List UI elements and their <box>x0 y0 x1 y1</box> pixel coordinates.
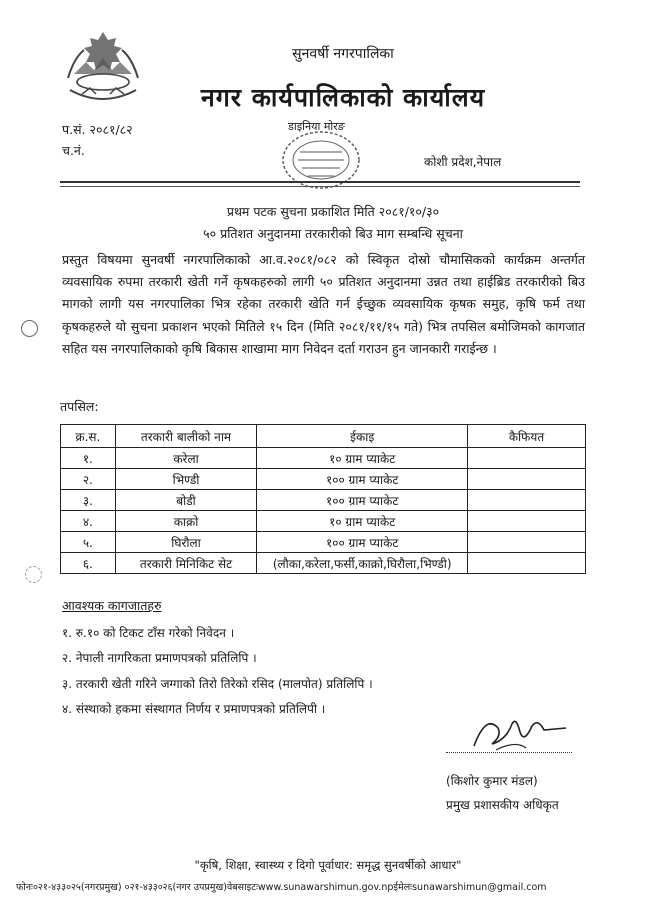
cell-unit: (लौका,करेला,फर्सी,काक्रो,घिरौला,भिण्डी) <box>257 553 468 574</box>
table-row <box>61 490 586 511</box>
table-row <box>61 553 586 574</box>
cell-crop: भिण्डी <box>115 469 257 490</box>
cell-sn: २. <box>61 469 116 490</box>
cell-sn: ६. <box>61 553 116 574</box>
cell-sn: ४. <box>61 511 116 532</box>
footer-slogan: "कृषि, शिक्षा, स्वास्थ्य र दिगो पूर्वाधार: समृद्ध सुनवर्षीको आधार" <box>194 858 462 872</box>
header-divider-thin <box>60 186 580 187</box>
seed-items-table <box>60 424 586 574</box>
table-header-row <box>61 425 586 448</box>
col-header-sn: क्र.स. <box>61 425 116 448</box>
required-document-item: १. रु.१० को टिकट टाँस गरेको निवेदन । <box>62 626 235 640</box>
publish-date-line: प्रथम पटक सुचना प्रकाशित मिति २०८१/१०/३० <box>226 204 440 219</box>
table-row <box>61 469 586 490</box>
cell-crop: घिरौला <box>115 532 257 553</box>
required-document-item: ४. संस्थाको हकमा संस्थागत निर्णय र प्रमाणपत्रको प्रतिलिपी । <box>62 702 326 716</box>
handwritten-signature <box>466 710 576 754</box>
cell-unit: १० ग्राम प्याकेट <box>257 511 468 532</box>
table-row <box>61 448 586 469</box>
cell-remark <box>468 490 586 511</box>
dispatch-number: च.नं. <box>62 143 85 158</box>
header-divider <box>60 181 580 183</box>
details-label: तपसिल: <box>60 399 99 414</box>
required-document-item: ३. तरकारी खेती गरिने जग्गाको तिरो तिरेको रसिद (मालपोत) प्रतिलिपि । <box>62 677 373 691</box>
cell-unit: १०० ग्राम प्याकेट <box>257 490 468 511</box>
cell-remark <box>468 532 586 553</box>
cell-remark <box>468 469 586 490</box>
cell-crop: काक्रो <box>115 511 257 532</box>
province-address: कोशी प्रदेश,नेपाल <box>424 155 502 169</box>
punch-hole <box>21 320 38 337</box>
notice-subject: ५० प्रतिशत अनुदानमा तरकारीको बिउ माग सम्बन्धि सूचना <box>203 226 463 241</box>
cell-unit: १०० ग्राम प्याकेट <box>257 532 468 553</box>
cell-crop: तरकारी मिनिकिट सेट <box>115 553 257 574</box>
signature-line <box>446 752 572 753</box>
cell-sn: ५. <box>61 532 116 553</box>
cell-crop: करेला <box>115 448 257 469</box>
required-documents-title: आवश्यक कागजातहरु <box>62 598 162 613</box>
signatory-name: (किशोर कुमार मंडल) <box>446 774 538 788</box>
table-row <box>61 511 586 532</box>
required-document-item: २. नेपाली नागरिकता प्रमाणपत्रको प्रतिलिपि । <box>62 651 257 665</box>
cell-crop: बोडी <box>115 490 257 511</box>
cell-unit: १० ग्राम प्याकेट <box>257 448 468 469</box>
municipality-name: सुनवर्षी नगरपालिका <box>292 46 394 62</box>
cell-sn: १. <box>61 448 116 469</box>
table-row <box>61 532 586 553</box>
col-header-unit: ईकाइ <box>257 425 468 448</box>
cell-unit: १०० ग्राम प्याकेट <box>257 469 468 490</box>
col-header-crop: तरकारी बालीको नाम <box>115 425 257 448</box>
footer-contact: फोनः०२१-४३३०२५(नगरप्रमुख) ०२१-४३३०२६(नगर उपप्रमुख)वेबसाइटःwww.sunawarshimun.gov.npईमेलःsunawarshimun@gmail.com <box>16 882 547 893</box>
district-address: डाइनिया मोरङ <box>288 120 345 133</box>
col-header-remarks: कैफियत <box>468 425 586 448</box>
cell-remark <box>468 553 586 574</box>
cell-sn: ३. <box>61 490 116 511</box>
office-name: नगर कार्यपालिकाको कार्यालय <box>200 83 486 112</box>
cell-remark <box>468 511 586 532</box>
punch-hole <box>25 566 42 583</box>
notice-body: प्रस्तुत विषयमा सुनवर्षी नगरपालिकाको आ.व.२०८१/०८२ को स्विकृत दोस्रो चौमासिकको कार्यक्रम अन्तर्गत व्यवसायिक रुपमा तरकारी खेती गर्ने कृषकहरुको लागी ५० प्रतिशत अनुदानमा उन्नत तथा हाईब्रिड तरकारीको बिउ मागको लागी यस नगरपालिका भित्र रहेका तरकारी खेति गर्न ईच्छुक व्यवसायिक कृषक समुह, कृषि फर्म तथा कृषकहरुले यो सुचना प्रकाशन भएको मितिले १५ दिन (मिति २०८१/११/१५ गते) भित्र तपसिल बमोजिमको कागजात सहित यस नगरपालिकाको कृषि बिकास शाखामा माग निवेदन दर्ता गराउन हुन जानकारी गराईन्छ । <box>62 252 585 356</box>
signatory-title: प्रमुख प्रशासकीय अधिकृत <box>446 798 559 812</box>
reference-number: प.सं. २०८१/८२ <box>62 122 133 137</box>
cell-remark <box>468 448 586 469</box>
